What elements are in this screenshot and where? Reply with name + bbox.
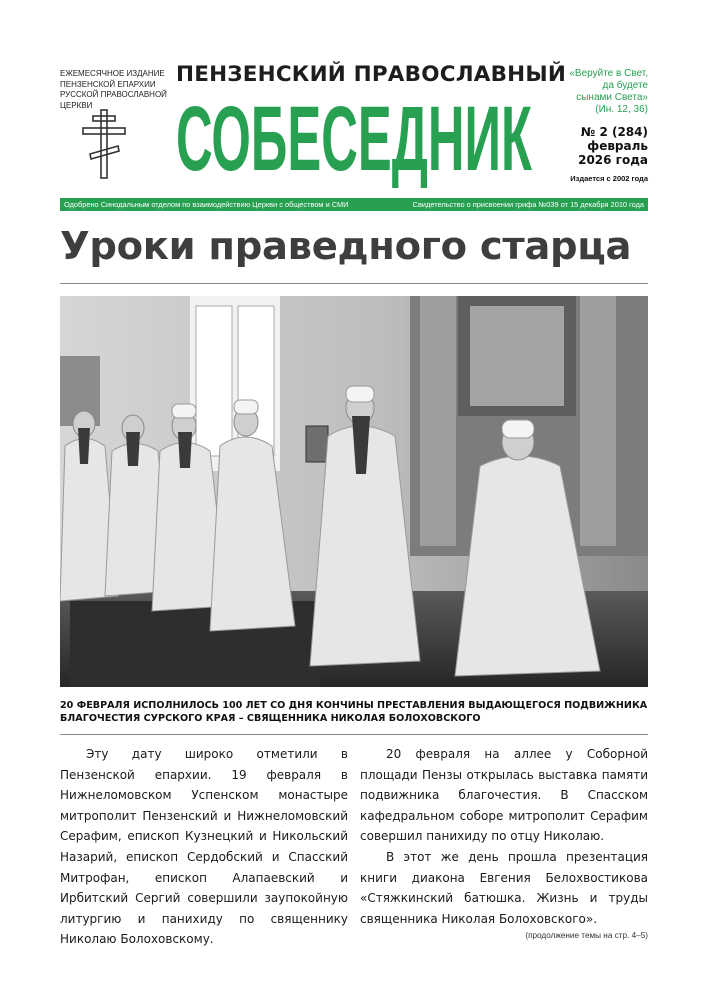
masthead-logo <box>176 90 534 188</box>
article-column-right <box>360 744 648 929</box>
approval-banner <box>60 198 648 211</box>
paragraph: 20 февраля на аллее у Соборной площади Пензы открылась выставка памяти подвижника благочестия. В Спасском кафедральном соборе митрополит Серафим совершил панихиду по отцу Николаю. <box>360 747 648 844</box>
quote-line: «Веруйте в Свет, <box>569 68 648 79</box>
clergy-service-photo <box>60 296 648 687</box>
issue-info <box>546 125 648 167</box>
orthodox-cross-icon <box>80 108 128 180</box>
issue-month: февраль <box>587 139 648 153</box>
scripture-quote <box>556 68 648 116</box>
article-headline: Уроки праведного старца <box>60 224 632 269</box>
article-column-left <box>60 744 348 950</box>
quote-line: да будете <box>602 80 648 91</box>
publication-note: ЕЖЕМЕСЯЧНОЕ ИЗДАНИЕ ПЕНЗЕНСКОЙ ЕПАРХИИ РУССКОЙ ПРАВОСЛАВНОЙ ЦЕРКВИ <box>60 69 167 110</box>
certificate-text: Свидетельство о присвоении грифа №039 от 15 декабря 2010 года <box>412 200 644 209</box>
masthead-top-line: ПЕНЗЕНСКИЙ ПРАВОСЛАВНЫЙ <box>176 62 567 87</box>
issue-year: 2026 года <box>578 153 648 167</box>
paragraph: В этот же день прошла презентация книги диакона Евгения Белохвостикова «Стяжкинский батюшка. Жизнь и труды священника Николая Болоховского». <box>360 849 648 926</box>
photo-caption: 20 ФЕВРАЛЯ ИСПОЛНИЛОСЬ 100 ЛЕТ СО ДНЯ КОНЧИНЫ ПРЕСТАВЛЕНИЯ ВЫДАЮЩЕГОСЯ ПОДВИЖНИКА БЛАГОЧЕСТИЯ СУРСКОГО КРАЯ – СВЯЩЕННИКА НИКОЛАЯ БОЛОХОВСКОГО <box>60 700 648 724</box>
paragraph: Эту дату широко отметили в Пензенской епархии. 19 февраля в Нижнеломовском Успенском монастыре митрополит Пензенский и Нижнеломовский Серафим, епископ Кузнецкий и Никольский Назарий, епископ Сердобский и Спасский Митрофан, епископ Алапаевский и Ирбитский Сергий совершили заупокойную литургию и панихиду по священнику Николаю Болоховскому. <box>60 747 348 947</box>
issue-number: № 2 (284) <box>580 125 648 139</box>
quote-line: сынами Света» <box>576 92 648 103</box>
article-photo <box>60 296 648 687</box>
published-since: Издается с 2002 года <box>570 174 648 183</box>
quote-reference: (Ин. 12, 36) <box>595 104 648 115</box>
caption-divider <box>60 734 648 735</box>
approval-text: Одобрено Синодальным отделом по взаимодействию Церкви с обществом и СМИ <box>64 200 349 209</box>
masthead-main-title: СОБЕСЕДНИК <box>176 90 533 188</box>
headline-divider <box>60 283 648 284</box>
continuation-note: (продолжение темы на стр. 4–5) <box>525 931 648 940</box>
